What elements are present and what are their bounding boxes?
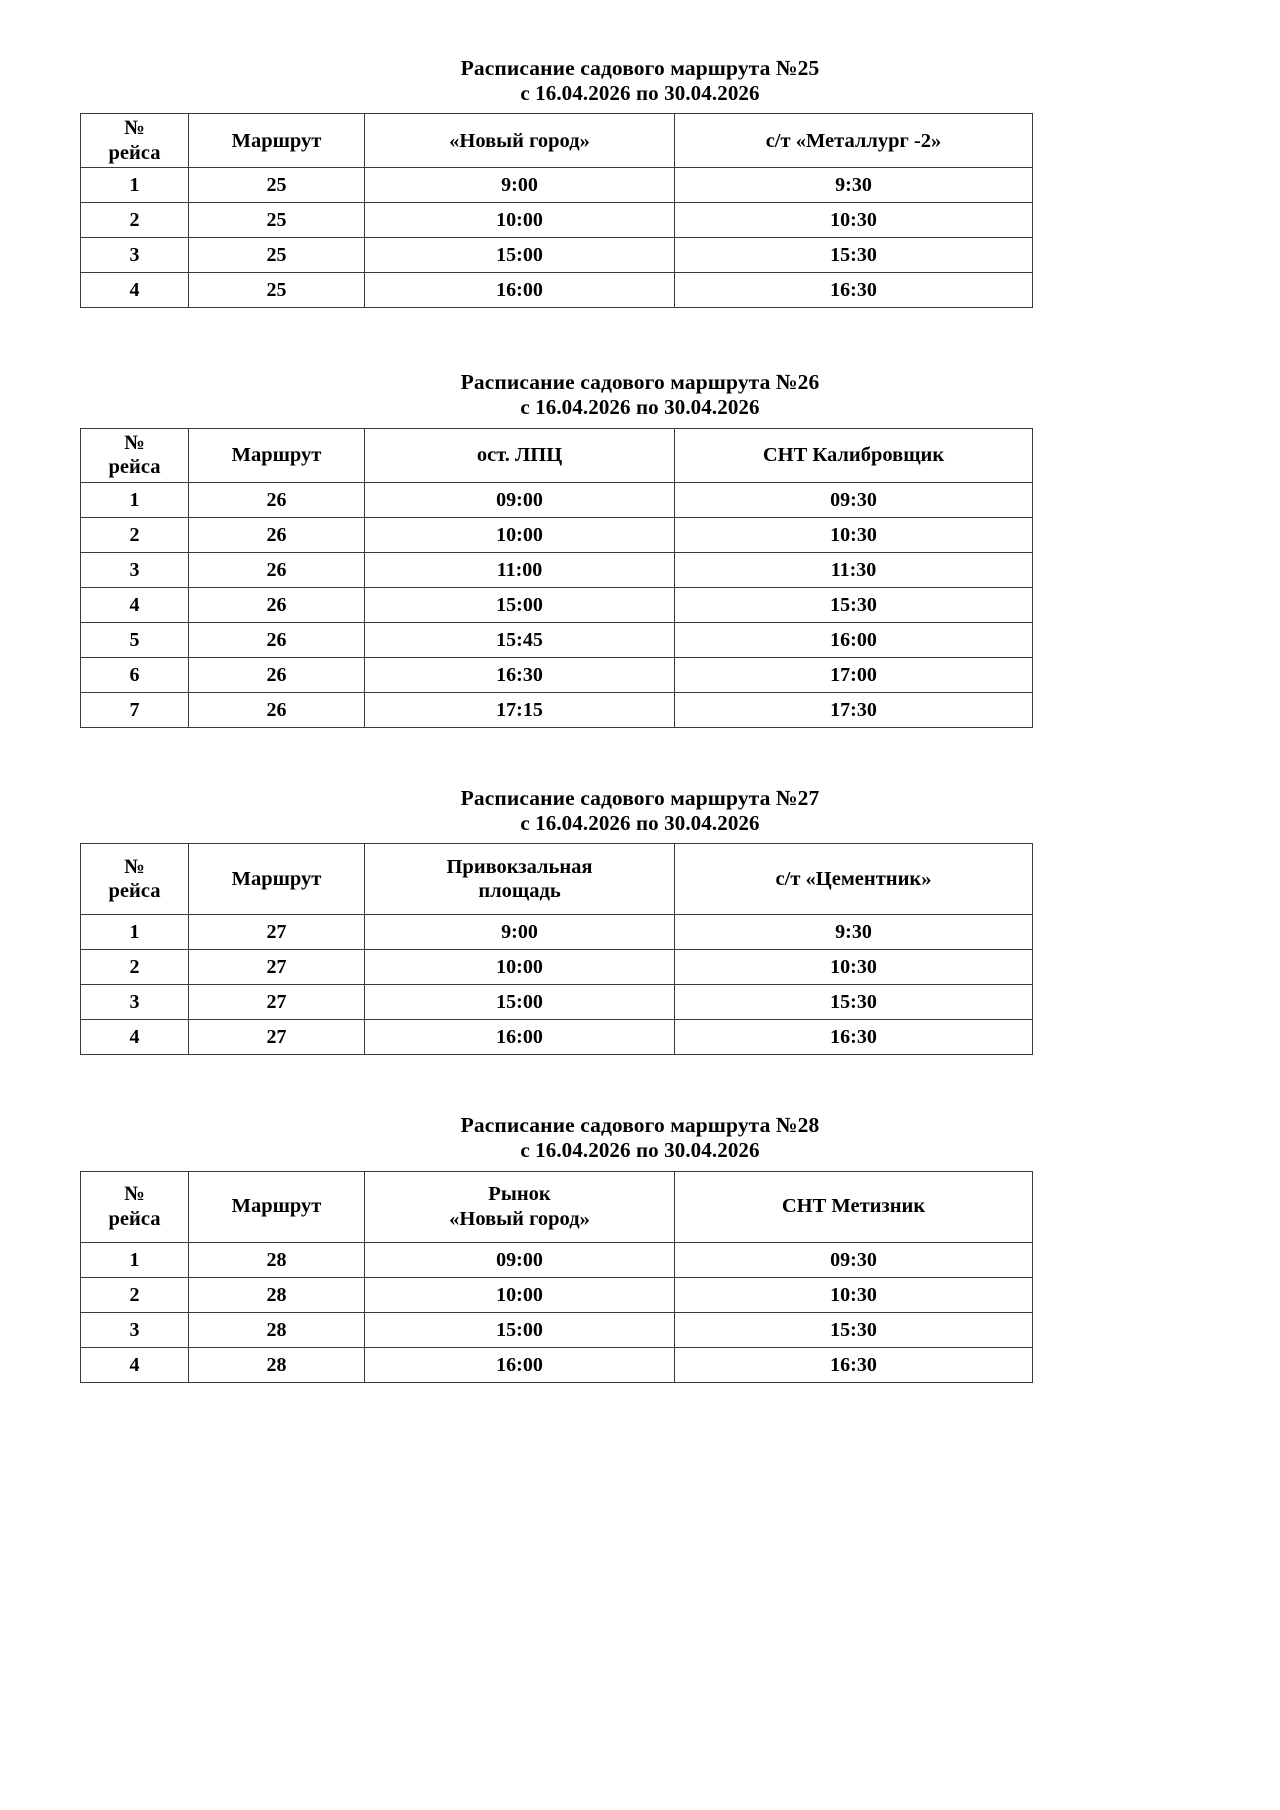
page-title: Расписание садового маршрута №28 bbox=[460, 1113, 820, 1138]
schedule-table-route-25 bbox=[80, 113, 1033, 308]
column-header-route: Маршрут bbox=[189, 1171, 365, 1242]
departure-label-line1: «Новый город» bbox=[449, 129, 590, 152]
cell-trip-number: 3 bbox=[81, 552, 189, 587]
table-header-row bbox=[81, 844, 1033, 915]
cell-departure-time: 16:00 bbox=[365, 1020, 675, 1055]
cell-departure-time: 10:00 bbox=[365, 1277, 675, 1312]
column-header-departure bbox=[365, 114, 675, 168]
cell-trip-number: 2 bbox=[81, 517, 189, 552]
column-header-trip-number bbox=[81, 428, 189, 482]
cell-trip-number: 4 bbox=[81, 273, 189, 308]
table-body bbox=[81, 915, 1033, 1055]
page-title: Расписание садового маршрута №25 bbox=[460, 56, 820, 80]
cell-route: 26 bbox=[189, 587, 365, 622]
cell-route: 25 bbox=[189, 273, 365, 308]
cell-departure-time: 15:00 bbox=[365, 1312, 675, 1347]
cell-trip-number: 4 bbox=[81, 1020, 189, 1055]
column-header-route: Маршрут bbox=[189, 428, 365, 482]
cell-trip-number: 5 bbox=[81, 622, 189, 657]
trip-number-label-line1: № bbox=[124, 117, 145, 140]
cell-departure-time: 9:00 bbox=[365, 915, 675, 950]
schedule-title-group bbox=[80, 56, 1200, 105]
cell-trip-number: 2 bbox=[81, 203, 189, 238]
table-row bbox=[81, 273, 1033, 308]
cell-arrival-time: 09:30 bbox=[675, 1242, 1033, 1277]
table-header-row bbox=[81, 1171, 1033, 1242]
column-header-trip-number bbox=[81, 844, 189, 915]
cell-departure-time: 15:45 bbox=[365, 622, 675, 657]
cell-departure-time: 15:00 bbox=[365, 587, 675, 622]
cell-trip-number: 1 bbox=[81, 482, 189, 517]
cell-arrival-time: 11:30 bbox=[675, 552, 1033, 587]
cell-route: 26 bbox=[189, 517, 365, 552]
arrival-label-line1: с/т «Металлург -2» bbox=[765, 129, 942, 152]
cell-arrival-time: 15:30 bbox=[675, 238, 1033, 273]
column-header-departure bbox=[365, 1171, 675, 1242]
column-header-arrival bbox=[675, 114, 1033, 168]
cell-departure-time: 9:00 bbox=[365, 168, 675, 203]
departure-label-line1: Рынок bbox=[488, 1182, 551, 1205]
schedule-block-route-26 bbox=[80, 370, 1200, 727]
cell-departure-time: 10:00 bbox=[365, 517, 675, 552]
column-header-arrival bbox=[675, 844, 1033, 915]
cell-arrival-time: 10:30 bbox=[675, 517, 1033, 552]
column-header-arrival bbox=[675, 428, 1033, 482]
cell-departure-time: 15:00 bbox=[365, 985, 675, 1020]
cell-route: 27 bbox=[189, 950, 365, 985]
table-row bbox=[81, 552, 1033, 587]
table-row bbox=[81, 1020, 1033, 1055]
cell-route: 28 bbox=[189, 1347, 365, 1382]
cell-trip-number: 2 bbox=[81, 950, 189, 985]
cell-trip-number: 1 bbox=[81, 915, 189, 950]
cell-departure-time: 16:00 bbox=[365, 273, 675, 308]
cell-arrival-time: 9:30 bbox=[675, 915, 1033, 950]
cell-arrival-time: 10:30 bbox=[675, 203, 1033, 238]
cell-arrival-time: 15:30 bbox=[675, 587, 1033, 622]
table-row bbox=[81, 517, 1033, 552]
cell-trip-number: 3 bbox=[81, 1312, 189, 1347]
cell-route: 26 bbox=[189, 622, 365, 657]
cell-arrival-time: 16:30 bbox=[675, 273, 1033, 308]
cell-trip-number: 4 bbox=[81, 587, 189, 622]
schedule-table-route-26 bbox=[80, 428, 1033, 728]
table-body bbox=[81, 1242, 1033, 1382]
schedule-block-route-25 bbox=[80, 56, 1200, 308]
table-row bbox=[81, 482, 1033, 517]
table-row bbox=[81, 238, 1033, 273]
cell-route: 28 bbox=[189, 1312, 365, 1347]
cell-departure-time: 11:00 bbox=[365, 552, 675, 587]
cell-arrival-time: 15:30 bbox=[675, 1312, 1033, 1347]
cell-trip-number: 1 bbox=[81, 168, 189, 203]
schedule-block-route-28 bbox=[80, 1113, 1200, 1382]
cell-route: 25 bbox=[189, 168, 365, 203]
cell-route: 27 bbox=[189, 915, 365, 950]
table-row bbox=[81, 1242, 1033, 1277]
date-range: с 16.04.2026 по 30.04.2026 bbox=[520, 395, 760, 420]
departure-label-line1: Привокзальная bbox=[446, 855, 593, 878]
table-row bbox=[81, 1312, 1033, 1347]
cell-trip-number: 3 bbox=[81, 238, 189, 273]
cell-arrival-time: 9:30 bbox=[675, 168, 1033, 203]
column-header-departure bbox=[365, 428, 675, 482]
cell-route: 26 bbox=[189, 552, 365, 587]
trip-number-label-line2: рейса bbox=[108, 456, 161, 479]
trip-number-label-line2: рейса bbox=[108, 1207, 161, 1230]
trip-number-label-line1: № bbox=[124, 855, 145, 878]
cell-departure-time: 10:00 bbox=[365, 203, 675, 238]
trip-number-label-line2: рейса bbox=[108, 880, 161, 903]
cell-arrival-time: 17:30 bbox=[675, 692, 1033, 727]
cell-trip-number: 1 bbox=[81, 1242, 189, 1277]
trip-number-label-line1: № bbox=[124, 431, 145, 454]
departure-label-line1: ост. ЛПЦ bbox=[476, 444, 563, 467]
schedule-block-route-27 bbox=[80, 786, 1200, 1055]
date-range: с 16.04.2026 по 30.04.2026 bbox=[520, 810, 760, 835]
schedule-table-route-27 bbox=[80, 843, 1033, 1055]
cell-arrival-time: 17:00 bbox=[675, 657, 1033, 692]
departure-label-line2: площадь bbox=[478, 880, 561, 903]
table-row bbox=[81, 1277, 1033, 1312]
cell-route: 28 bbox=[189, 1242, 365, 1277]
table-body bbox=[81, 482, 1033, 727]
column-header-departure bbox=[365, 844, 675, 915]
cell-departure-time: 17:15 bbox=[365, 692, 675, 727]
cell-arrival-time: 15:30 bbox=[675, 985, 1033, 1020]
column-header-trip-number bbox=[81, 114, 189, 168]
cell-arrival-time: 16:30 bbox=[675, 1347, 1033, 1382]
schedule-title-group bbox=[80, 370, 1200, 419]
page-title: Расписание садового маршрута №26 bbox=[460, 370, 820, 395]
arrival-label-line1: СНТ Метизник bbox=[781, 1195, 926, 1218]
cell-departure-time: 09:00 bbox=[365, 482, 675, 517]
column-header-route: Маршрут bbox=[189, 114, 365, 168]
cell-trip-number: 6 bbox=[81, 657, 189, 692]
table-row bbox=[81, 1347, 1033, 1382]
cell-route: 28 bbox=[189, 1277, 365, 1312]
column-header-arrival bbox=[675, 1171, 1033, 1242]
cell-departure-time: 15:00 bbox=[365, 238, 675, 273]
cell-departure-time: 10:00 bbox=[365, 950, 675, 985]
cell-trip-number: 4 bbox=[81, 1347, 189, 1382]
table-row bbox=[81, 168, 1033, 203]
page-title: Расписание садового маршрута №27 bbox=[460, 785, 820, 810]
table-row bbox=[81, 587, 1033, 622]
table-row bbox=[81, 985, 1033, 1020]
cell-arrival-time: 16:30 bbox=[675, 1020, 1033, 1055]
column-header-route: Маршрут bbox=[189, 844, 365, 915]
cell-departure-time: 09:00 bbox=[365, 1242, 675, 1277]
arrival-label-line1: СНТ Калибровщик bbox=[762, 444, 945, 467]
table-row bbox=[81, 950, 1033, 985]
cell-arrival-time: 10:30 bbox=[675, 950, 1033, 985]
table-header-row bbox=[81, 428, 1033, 482]
trip-number-label-line1: № bbox=[124, 1182, 145, 1205]
cell-departure-time: 16:30 bbox=[365, 657, 675, 692]
table-row bbox=[81, 203, 1033, 238]
table-row bbox=[81, 657, 1033, 692]
date-range: с 16.04.2026 по 30.04.2026 bbox=[520, 80, 760, 105]
trip-number-label-line2: рейса bbox=[108, 141, 161, 164]
table-header-row bbox=[81, 114, 1033, 168]
departure-label-line2: «Новый город» bbox=[449, 1207, 590, 1230]
table-body bbox=[81, 168, 1033, 308]
cell-departure-time: 16:00 bbox=[365, 1347, 675, 1382]
cell-trip-number: 3 bbox=[81, 985, 189, 1020]
cell-trip-number: 7 bbox=[81, 692, 189, 727]
cell-route: 25 bbox=[189, 238, 365, 273]
cell-route: 26 bbox=[189, 482, 365, 517]
cell-arrival-time: 10:30 bbox=[675, 1277, 1033, 1312]
table-row bbox=[81, 622, 1033, 657]
arrival-label-line1: с/т «Цементник» bbox=[775, 867, 932, 890]
cell-trip-number: 2 bbox=[81, 1277, 189, 1312]
cell-route: 27 bbox=[189, 985, 365, 1020]
date-range: с 16.04.2026 по 30.04.2026 bbox=[520, 1138, 760, 1163]
cell-route: 27 bbox=[189, 1020, 365, 1055]
cell-arrival-time: 09:30 bbox=[675, 482, 1033, 517]
schedule-table-route-28 bbox=[80, 1171, 1033, 1383]
cell-route: 26 bbox=[189, 692, 365, 727]
column-header-trip-number bbox=[81, 1171, 189, 1242]
table-row bbox=[81, 915, 1033, 950]
schedule-title-group bbox=[80, 1113, 1200, 1162]
schedule-title-group bbox=[80, 786, 1200, 835]
cell-arrival-time: 16:00 bbox=[675, 622, 1033, 657]
cell-route: 26 bbox=[189, 657, 365, 692]
cell-route: 25 bbox=[189, 203, 365, 238]
table-row bbox=[81, 692, 1033, 727]
